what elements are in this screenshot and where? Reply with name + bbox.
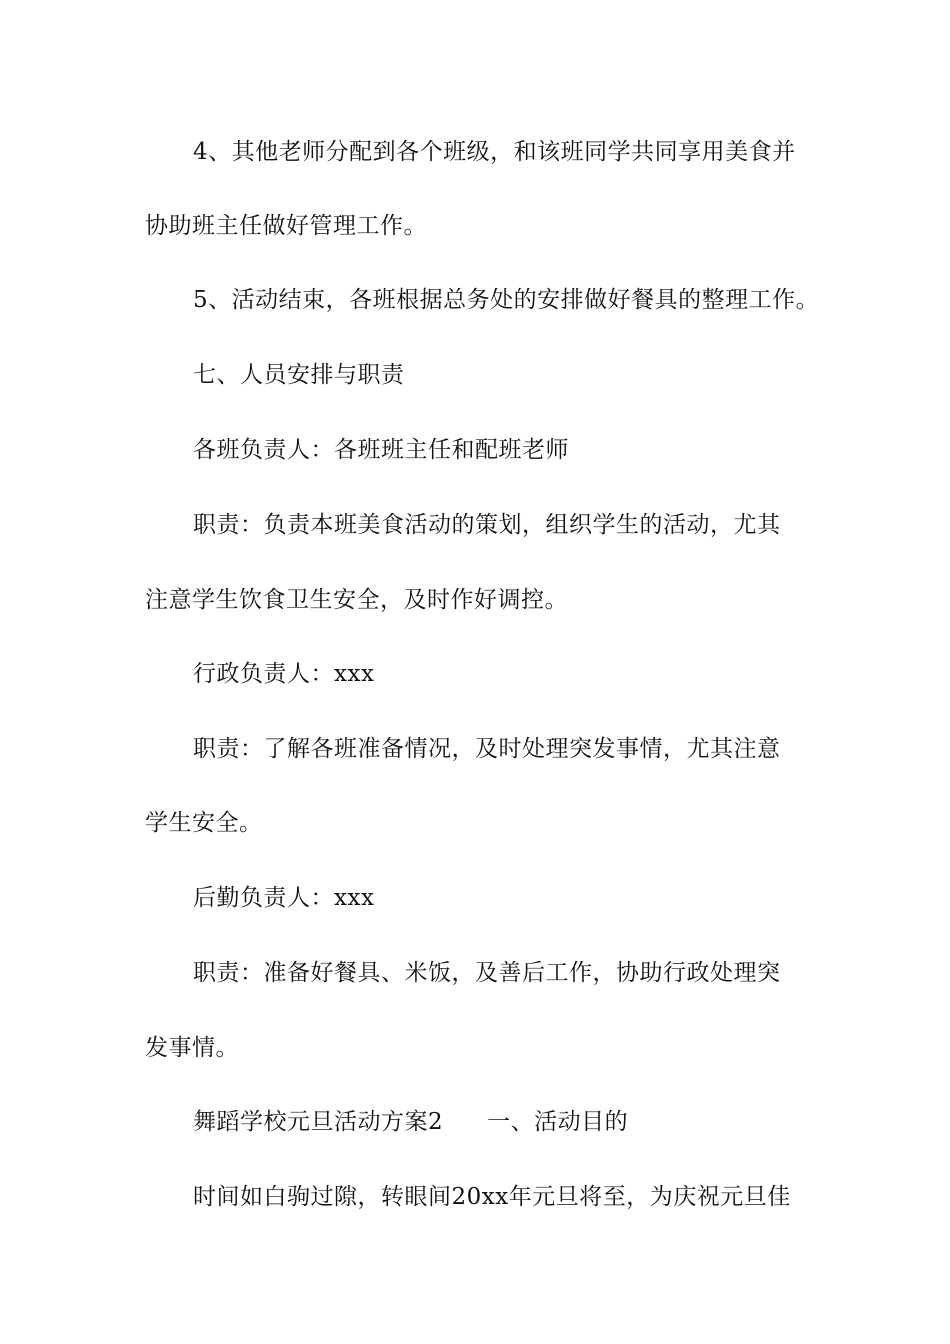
paragraph-line: 注意学生饮食卫生安全，及时作好调控。 <box>145 587 568 613</box>
section-subtitle: 一、活动目的 <box>487 1109 629 1135</box>
paragraph-line: 职责：了解各班准备情况，及时处理突发事情，尤其注意 <box>193 736 781 762</box>
paragraph-line: 5、活动结束，各班根据总务处的安排做好餐具的整理工作。 <box>193 287 820 313</box>
paragraph-line: 职责：负责本班美食活动的策划，组织学生的活动，尤其 <box>193 512 781 538</box>
section-heading-roles: 七、人员安排与职责 <box>193 362 405 388</box>
paragraph-line: 各班负责人：各班班主任和配班老师 <box>193 437 569 463</box>
paragraph-line: 职责：准备好餐具、米饭，及善后工作，协助行政处理突 <box>193 960 781 986</box>
paragraph-line: 协助班主任做好管理工作。 <box>145 213 427 239</box>
paragraph-line: 4、其他老师分配到各个班级，和该班同学共同享用美食并 <box>193 139 796 165</box>
paragraph-line: 后勤负责人：xxx <box>193 885 375 911</box>
paragraph-line: 行政负责人：xxx <box>193 661 375 687</box>
paragraph-line: 发事情。 <box>145 1035 239 1061</box>
section-heading <box>193 1107 863 1137</box>
paragraph-line: 时间如白驹过隙，转眼间20xx年元旦将至，为庆祝元旦佳 <box>193 1184 791 1210</box>
section-title: 舞蹈学校元旦活动方案2 <box>193 1109 444 1135</box>
paragraph-line: 学生安全。 <box>145 810 263 836</box>
